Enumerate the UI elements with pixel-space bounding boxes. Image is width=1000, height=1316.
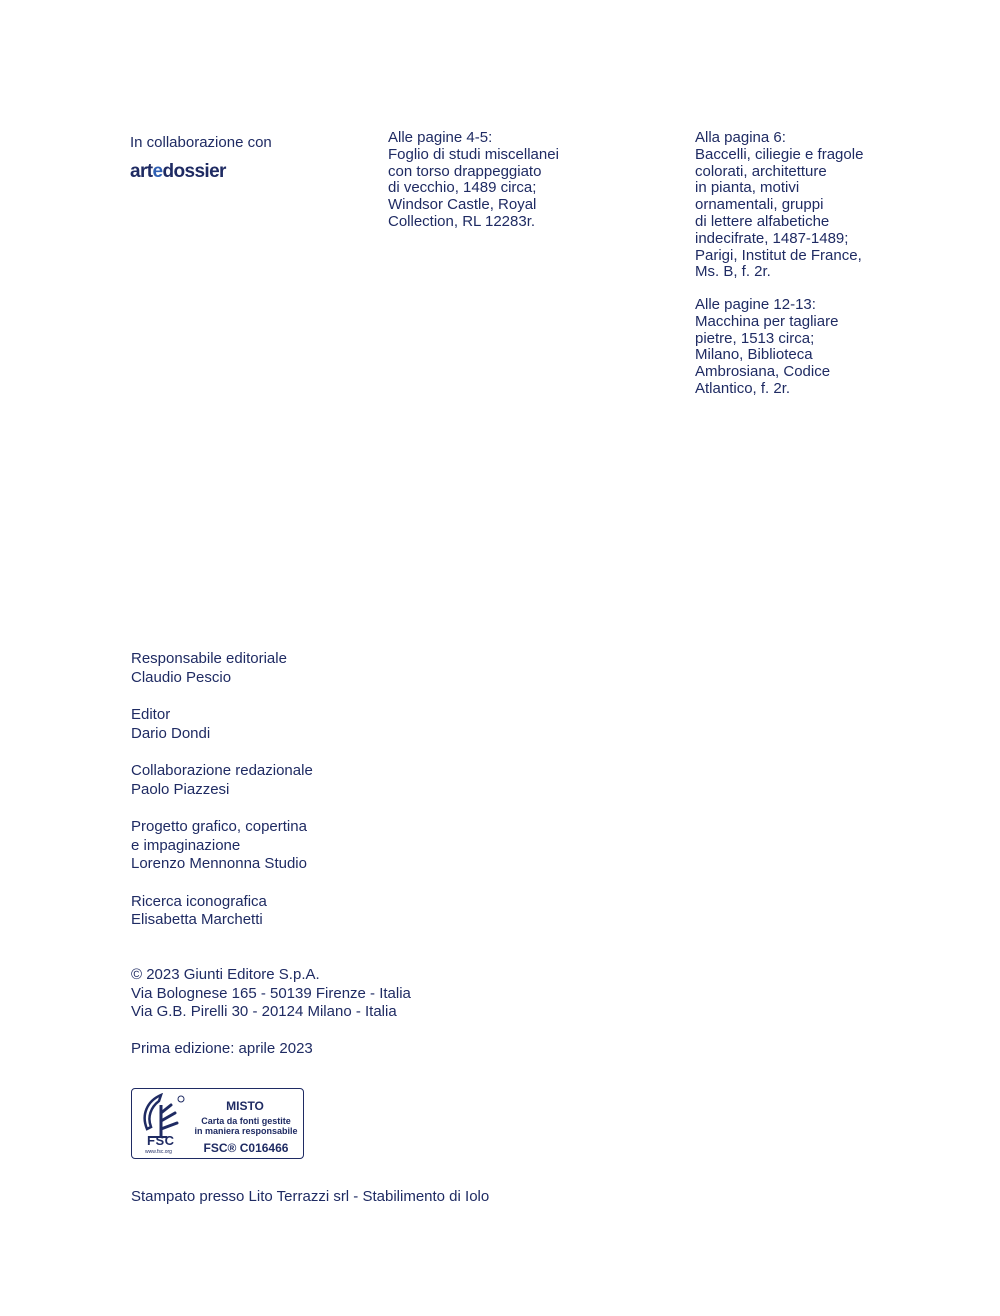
- credit-role: e impaginazione: [131, 836, 241, 854]
- credit-person: Lorenzo Mennonna Studio: [131, 855, 307, 872]
- address-milano: Via G.B. Pirelli 30 - 20124 Milano - Italia: [131, 1003, 397, 1020]
- credits-block: [131, 650, 313, 930]
- caption-line: in pianta, motivi: [695, 179, 800, 197]
- caption-line: di lettere alfabetiche: [695, 212, 830, 230]
- credit-person: Paolo Piazzesi: [131, 780, 230, 798]
- caption-line: Parigi, Institut de France,: [695, 246, 862, 264]
- caption-line: Ms. B, f. 2r.: [695, 263, 771, 281]
- fsc-line-2: in maniera responsabile: [194, 1126, 298, 1136]
- caption-line: pietre, 1513 circa;: [695, 329, 815, 347]
- credit-entry: [131, 818, 313, 874]
- caption-line: Collection, RL 12283r.: [388, 212, 536, 230]
- caption-line: Ambrosiana, Codice: [695, 363, 831, 381]
- credit-role: Responsabile editoriale: [131, 650, 287, 667]
- logo-part-art: art: [130, 161, 153, 182]
- credit-role: Editor: [131, 706, 171, 723]
- caption-line: indecifrate, 1487-1489;: [695, 229, 849, 247]
- credit-entry: [131, 762, 313, 799]
- caption-line: Alle pagine 4-5:: [388, 129, 493, 146]
- caption-line: Alla pagina 6:: [695, 129, 786, 146]
- caption-line: di vecchio, 1489 circa;: [388, 179, 537, 197]
- collaboration-label: In collaborazione con: [130, 134, 272, 151]
- caption-line: Foglio di studi miscellanei: [388, 145, 559, 163]
- credit-entry: [131, 650, 313, 687]
- caption-line: Macchina per tagliare: [695, 312, 839, 330]
- caption-pages-4-5: [388, 130, 559, 231]
- fsc-title: MISTO: [226, 1099, 264, 1113]
- credit-entry: [131, 893, 313, 930]
- caption-page-6: [695, 130, 863, 281]
- fsc-label: [131, 1088, 304, 1159]
- caption-line: Baccelli, ciliegie e fragole: [695, 145, 864, 163]
- publisher-block: [131, 966, 411, 1022]
- caption-line: Atlantico, f. 2r.: [695, 379, 791, 397]
- caption-line: Alle pagine 12-13:: [695, 296, 816, 313]
- credit-person: Elisabetta Marchetti: [131, 911, 263, 928]
- credit-entry: [131, 706, 313, 743]
- printer-block: [131, 1188, 489, 1207]
- fsc-tree-logo: [137, 1093, 185, 1155]
- fsc-site: www.fsc.org: [145, 1149, 172, 1155]
- caption-line: Milano, Biblioteca: [695, 346, 813, 364]
- logo-part-e: e: [152, 161, 163, 182]
- edition-line: Prima edizione: aprile 2023: [131, 1040, 313, 1057]
- copyright-line: © 2023 Giunti Editore S.p.A.: [131, 966, 320, 983]
- caption-line: colorati, architetture: [695, 162, 827, 180]
- fsc-license-code: FSC® C016466: [203, 1141, 289, 1155]
- logo-part-dossier: dossier: [162, 161, 226, 182]
- artedossier-logo: [130, 161, 226, 183]
- caption-pages-12-13: [695, 297, 838, 398]
- caption-line: ornamentali, gruppi: [695, 196, 824, 214]
- caption-line: Windsor Castle, Royal: [388, 196, 537, 214]
- credit-person: Dario Dondi: [131, 724, 211, 742]
- address-firenze: Via Bolognese 165 - 50139 Firenze - Italia: [131, 984, 411, 1002]
- credit-role: Progetto grafico, copertina: [131, 818, 307, 835]
- credit-role: Collaborazione redazionale: [131, 762, 313, 779]
- fsc-line-1: Carta da fonti gestite: [201, 1116, 291, 1126]
- credit-role: Ricerca iconografica: [131, 892, 267, 910]
- printer-line: Stampato presso Lito Terrazzi srl - Stabilimento di Iolo: [131, 1188, 490, 1205]
- credit-person: Claudio Pescio: [131, 668, 232, 686]
- caption-line: con torso drappeggiato: [388, 162, 542, 180]
- fsc-abbr: FSC: [147, 1133, 175, 1148]
- edition-block: [131, 1040, 313, 1059]
